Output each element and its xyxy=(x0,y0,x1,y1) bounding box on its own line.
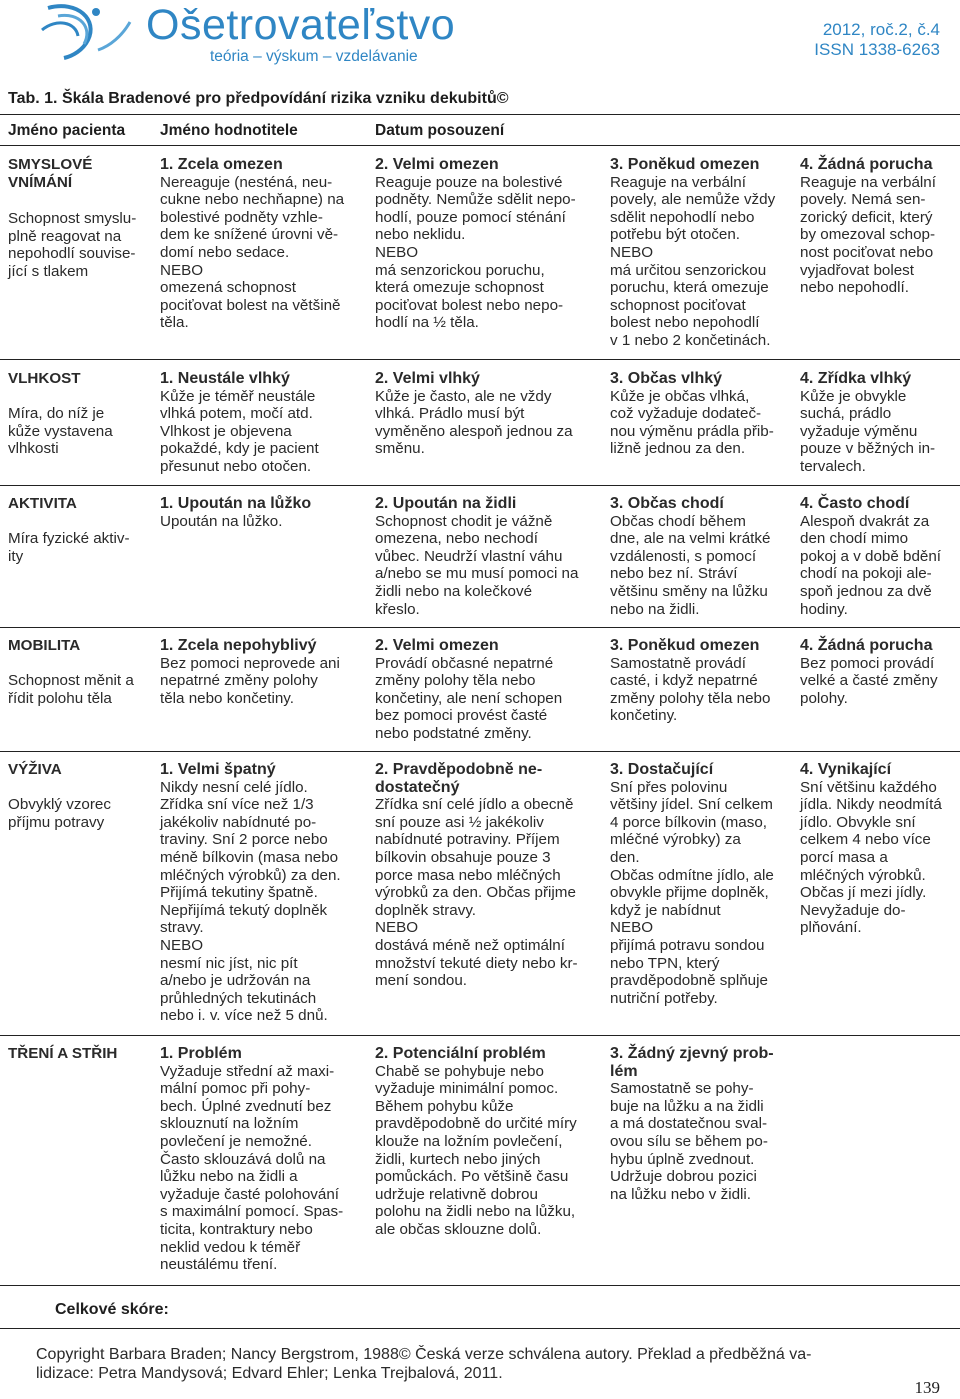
issue-info: 2012, roč.2, č.4 xyxy=(822,20,940,39)
score-title: 1. Upoután na lůžko xyxy=(160,495,312,512)
score-text: Kůže je občas vlhká, což vyžaduje dodateč- nou výměnu prádla přib- ližně jednou za den. xyxy=(610,387,774,458)
score-title: 2. Velmi omezen xyxy=(375,637,499,654)
score-title: 4. Vynikající xyxy=(800,761,892,778)
score-cell xyxy=(610,370,795,458)
score-text: Nikdy nesní celé jídlo. Zřídka sní více než 1/3 jakékoliv nabídnuté po- traviny. Sní 2 porce nebo méně bílkovin (masa nebo mléčných výrobků) za den. Přijímá tekutiny špatně. Nepřijímá tekutý doplněk stravy. NEBO nesmí nic jíst, nic pít a/nebo je udržován na průhledných tekutinách nebo i. v. více než 5 dnů. xyxy=(160,778,341,1025)
score-title: 2. Velmi vlhký xyxy=(375,370,480,387)
score-cell xyxy=(375,156,600,332)
score-text: Reaguje pouze na bolestivé podněty. Nemůže sdělit nepo- hodlí, pouze pomocí sténání nebo neklidu. NEBO má senzorickou poruchu, která omezuje schopnost pociťovat bolest nebo nepo- hodlí na ½ těla. xyxy=(375,173,576,332)
score-cell xyxy=(800,761,955,937)
score-cell xyxy=(610,1045,795,1203)
score-title: 1. Zcela omezen xyxy=(160,156,283,173)
score-title: 3. Poněkud omezen xyxy=(610,156,760,173)
score-text: Občas chodí během dne, ale na velmi krátké vzdálenosti, s pomocí nebo bez ní. Stráví většinu směny na lůžku nebo na židli. xyxy=(610,512,771,618)
score-cell xyxy=(800,156,955,297)
row-label: VÝŽIVA xyxy=(8,761,62,778)
row-label: AKTIVITA xyxy=(8,495,77,512)
score-title: 2. Upoután na židli xyxy=(375,495,517,512)
total-score-label: Celkové skóre: xyxy=(55,1301,169,1318)
score-text: Vyžaduje střední až maxi- mální pomoc při pohy- bech. Úplné zvednutí bez sklouznutí na ložním povlečení je nemožné. Často sklouzává dolů na lůžku nebo na židli a vyžaduje časté polohování s maximální pomocí. Spas- ticita, kontraktury nebo neklid vedou k téměř neustálému tření. xyxy=(160,1062,344,1274)
score-cell xyxy=(375,637,600,743)
score-title: 3. Žádný zjevný prob- lém xyxy=(610,1045,774,1080)
swirl-logo-icon xyxy=(38,0,138,62)
row-desc: Míra fyzické aktiv- ity xyxy=(8,530,130,565)
header-assessment-date: Datum posouzení xyxy=(375,122,505,139)
score-cell xyxy=(160,761,365,1025)
score-text: Upoután na lůžko. xyxy=(160,512,283,530)
score-cell xyxy=(160,637,365,707)
divider xyxy=(0,627,960,628)
score-text: Reaguje na verbální povely, ale nemůže vždy sdělit nepohodlí nebo potřebu být otočen. NEBO má určitou senzorickou poruchu, která omezuje schopnost pociťovat bolest nebo nepohodlí v 1 nebo 2 končetinách. xyxy=(610,173,776,349)
score-text: Nereaguje (nesténá, neu- cukne nebo nechňapne) na bolestivé podněty vzhle- dem ke snížené úrovni vě- domí nebo sedace. NEBO omezená schopnost pociťovat bolest na většině těla. xyxy=(160,173,345,332)
score-cell xyxy=(800,370,955,476)
brand-tagline: teória – výskum – vzdelávanie xyxy=(210,48,418,65)
score-title: 1. Problém xyxy=(160,1045,242,1062)
journal-logo xyxy=(38,0,455,66)
score-cell xyxy=(375,495,600,618)
row-label: VLHKOST xyxy=(8,370,81,387)
score-cell xyxy=(375,761,600,990)
row-desc: Schopnost měnit a řídit polohu těla xyxy=(8,672,134,707)
row-label: MOBILITA xyxy=(8,637,81,654)
score-cell xyxy=(610,761,795,1007)
table-title: Tab. 1. Škála Bradenové pro předpovídání rizika vzniku dekubitů© xyxy=(8,90,509,107)
score-text: Sní většinu každého jídla. Nikdy neodmítá jídlo. Obvykle sní celkem 4 nebo více porcí masa a mléčných výrobků. Občas jí mezi jídly. Nevyžaduje do- plňování. xyxy=(800,778,942,937)
score-title: 2. Potenciální problém xyxy=(375,1045,546,1062)
score-title: 3. Občas chodí xyxy=(610,495,724,512)
score-title: 4. Zřídka vlhký xyxy=(800,370,912,387)
score-text: Schopnost chodit je vážně omezena, nebo nechodí vůbec. Neudrží vlastní váhu a/nebo se mu musí pomoci na židli nebo na kolečkové křeslo. xyxy=(375,512,579,618)
row-label: TŘENÍ A STŘIH xyxy=(8,1045,118,1062)
score-cell xyxy=(375,1045,600,1239)
score-title: 3. Poněkud omezen xyxy=(610,637,760,654)
score-title: 1. Zcela nepohyblivý xyxy=(160,637,317,654)
copyright-footer: Copyright Barbara Braden; Nancy Bergstrom, 1988© Česká verze schválena autory. Překlad a předběžná va- lidizace: Petra Mandysová; Edvard Ehler; Lenka Trejbalová, 2011. xyxy=(36,1346,812,1382)
score-cell xyxy=(375,370,600,458)
journal-info xyxy=(814,20,940,60)
score-cell xyxy=(610,637,795,725)
score-text: Bez pomoci neprovede ani nepatrné změny polohy těla nebo končetiny. xyxy=(160,654,340,707)
score-title: 1. Neustále vlhký xyxy=(160,370,290,387)
score-cell xyxy=(160,495,365,530)
row-desc: Míra, do níž je kůže vystavena vlhkosti xyxy=(8,405,113,458)
score-title: 3. Občas vlhký xyxy=(610,370,723,387)
score-text: Kůže je často, ale ne vždy vlhká. Prádlo musí být vyměněno alespoň jednou za směnu. xyxy=(375,387,573,458)
score-title: 4. Často chodí xyxy=(800,495,910,512)
score-title: 1. Velmi špatný xyxy=(160,761,276,778)
score-text: Chabě se pohybuje nebo vyžaduje minimální pomoc. Během pohybu kůže pravděpodobně do určité míry klouže na ložním povlečení, židli, kurtech nebo jiných pomůckách. Po většině času udržuje relativně dobrou polohu na židli nebo na lůžku, ale občas sklouzne dolů. xyxy=(375,1062,577,1238)
score-cell xyxy=(160,370,365,476)
divider xyxy=(0,1035,960,1036)
score-text: Alespoň dvakrát za den chodí mimo pokoj a v době bdění chodí na pokoji ale- spoň jednou za dvě hodiny. xyxy=(800,512,942,618)
score-cell xyxy=(160,1045,365,1274)
score-cell xyxy=(610,156,795,350)
score-cell xyxy=(800,495,955,618)
score-cell xyxy=(160,156,365,332)
score-text: Reaguje na verbální povely. Nemá sen- zorický deficit, který by omezoval schop- nost pociťovat nebo vyjadřovat bolest nebo nepohodlí. xyxy=(800,173,936,297)
score-title: 2. Velmi omezen xyxy=(375,156,499,173)
divider xyxy=(0,359,960,360)
divider xyxy=(0,1328,960,1329)
score-title: 4. Žádná porucha xyxy=(800,637,933,654)
page-number: 139 xyxy=(914,1378,940,1397)
score-text: Samostatně provádí casté, i když nepatrné změny polohy těla nebo končetiny. xyxy=(610,654,771,725)
score-text: Provádí občasné nepatrné změny polohy těla nebo končetiny, ale není schopen bez pomoci provést časté nebo podstatné změny. xyxy=(375,654,563,742)
row-desc: Obvyklý vzorec příjmu potravy xyxy=(8,796,111,831)
score-title: 3. Dostačující xyxy=(610,761,714,778)
row-desc: Schopnost smyslu- plně reagovat na nepohodlí souvise- jící s tlakem xyxy=(8,210,137,280)
divider xyxy=(0,114,960,115)
divider xyxy=(0,145,960,146)
issn-info: ISSN 1338-6263 xyxy=(814,40,940,59)
score-cell xyxy=(800,637,955,707)
score-text: Kůže je téměř neustále vlhká potem, močí atd. Vlhkost je objevena pokaždé, kdy je pacient přesunut nebo otočen. xyxy=(160,387,319,475)
journal-header xyxy=(0,0,960,70)
header-patient-name: Jméno pacienta xyxy=(8,122,126,139)
row-label: SMYSLOVÉ VNÍMÁNÍ xyxy=(8,156,93,191)
divider xyxy=(0,751,960,752)
score-text: Zřídka sní celé jídlo a obecně sní pouze asi ½ jakékoliv nabídnuté potraviny. Příjem bílkovin obsahuje pouze 3 porce masa nebo mléčných výrobků za den. Občas přijme doplněk stravy. NEBO dostává méně než optimální množství tekuté diety nebo kr- mení sondou. xyxy=(375,796,578,990)
score-title: 2. Pravděpodobně ne- dostatečný xyxy=(375,761,543,796)
brand-name: Ošetrovateľstvo xyxy=(146,1,456,49)
score-text: Samostatně se pohy- buje na lůžku a na židli a má dostatečnou sval- ovou sílu se během po- hybu úplně zvednout. Udržuje dobrou pozici na lůžku nebo v židli. xyxy=(610,1080,768,1203)
header-assessor-name: Jméno hodnotitele xyxy=(160,122,298,139)
divider xyxy=(0,1285,960,1286)
score-text: Sní přes polovinu většiny jídel. Sní celkem 4 porce bílkovin (maso, mléčné výrobky) za den. Občas odmítne jídlo, ale obvykle přijme doplněk, když je nabídnut NEBO přijímá potravu sondou nebo TPN, který pravděpodobně splňuje nutriční potřeby. xyxy=(610,778,774,1007)
score-text: Bez pomoci provádí velké a časté změny polohy. xyxy=(800,654,938,707)
score-text: Kůže je obvykle suchá, prádlo vyžaduje výměnu pouze v běžných in- tervalech. xyxy=(800,387,936,475)
score-cell xyxy=(610,495,795,618)
divider xyxy=(0,485,960,486)
score-title: 4. Žádná porucha xyxy=(800,156,933,173)
